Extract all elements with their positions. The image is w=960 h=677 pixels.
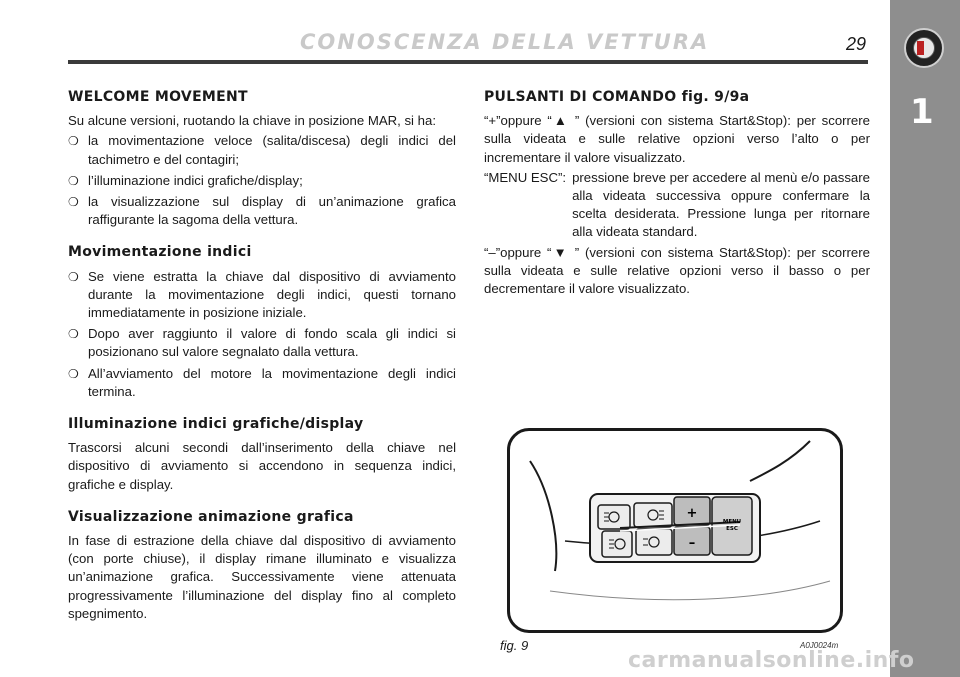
list-item: ❍ Dopo aver raggiunto il valore di fondo scala gli indici si posizionano sul valore segnalato dalla vettura. (68, 325, 456, 361)
movimentazione-list (68, 268, 456, 401)
section-heading-movimentazione: Movimentazione indici (68, 244, 252, 261)
figure-code: A0J0024m (800, 641, 839, 650)
section-heading-illuminazione: Illuminazione indici grafiche/display (68, 416, 364, 433)
illuminazione-text: Trascorsi alcuni secondi dall’inserimento della chiave nel dispositivo di avviamento si accendono in sequenza indici, grafiche e display. (68, 440, 456, 492)
list-item: ❍ Se viene estratta la chiave dal dispositivo di avviamento durante la movimentazione degli indici, questi tornano immediatamente in posizione iniziale. (68, 268, 456, 323)
minus-label: – (688, 536, 696, 551)
plus-button-description: “+”oppure “▲ ” (versioni con sistema Start&Stop): per scorrere sulla videata e sulle relative opzioni verso l’alto o per incrementare il valore visualizzato. (484, 113, 870, 165)
chapter-number: 1 (910, 92, 934, 132)
list-item: ❍ la movimentazione veloce (salita/discesa) degli indici del tachimetro e del contagiri; (68, 132, 456, 168)
minus-button-description: “–”oppure “▼ ” (versioni con sistema Start&Stop): per scorrere sulla videata e sulle relative opzioni verso il basso o per decrementare il valore visualizzato. (484, 244, 870, 297)
list-item: ❍ la visualizzazione sul display di un’animazione grafica raffigurante la sagoma della vettura. (68, 193, 456, 229)
page-header-title: CONOSCENZA DELLA VETTURA (300, 30, 710, 54)
steering-controls-illustration (510, 431, 840, 630)
menu-esc-term: “MENU ESC”: (484, 169, 567, 185)
left-column (68, 88, 456, 625)
figure-9-illustration (507, 428, 843, 633)
welcome-intro: Su alcune versioni, ruotando la chiave in posizione MAR, si ha: (68, 113, 436, 129)
list-item: ❍ All’avviamento del motore la movimentazione degli indici termina. (68, 365, 456, 401)
brand-logo-icon (904, 28, 944, 68)
esc-label: ESC (726, 526, 738, 532)
section-heading-welcome: WELCOME MOVEMENT (68, 89, 248, 105)
menu-esc-description (484, 169, 870, 244)
section-heading-animazione: Visualizzazione animazione grafica (68, 508, 354, 525)
section-heading-pulsanti: PULSANTI DI COMANDO fig. 9/9a (484, 89, 750, 105)
menu-esc-text: pressione breve per accedere al menù e/o passare alla videata successiva oppure confermare la scelta desiderata. Pressione lunga per ritornare alla videata standard. (572, 169, 870, 240)
figure-caption: fig. 9 (500, 638, 529, 653)
menu-label: MENU (722, 519, 742, 525)
welcome-list (68, 132, 456, 229)
list-item: ❍ l’illuminazione indici grafiche/display; (68, 172, 456, 190)
watermark-text: carmanualsonline.info (628, 648, 915, 673)
plus-label: + (686, 506, 698, 521)
right-column (484, 88, 870, 300)
animazione-text: In fase di estrazione della chiave dal dispositivo di avviamento (con porte chiuse), il display rimane illuminato e visualizza un’animazione grafica. Successivamente viene attenuata progressivamente l’illuminazione del display fino al completo spegnimento. (68, 533, 456, 621)
page-number: 29 (846, 34, 867, 54)
header-divider (68, 60, 868, 64)
